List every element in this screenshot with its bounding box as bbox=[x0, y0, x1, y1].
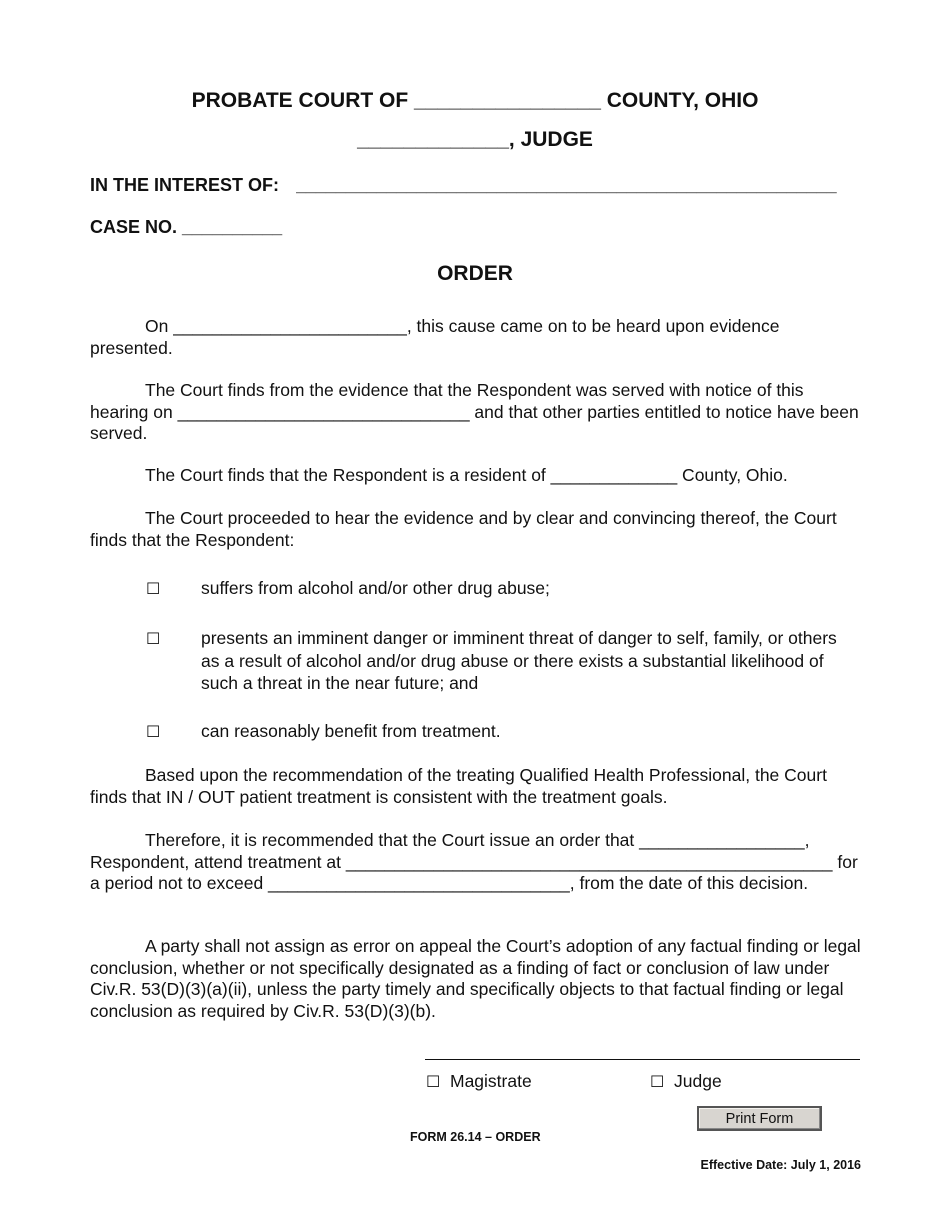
treatment-period-blank[interactable]: _______________________________ bbox=[268, 873, 570, 893]
case-number-line bbox=[90, 217, 282, 238]
judge-checkbox[interactable]: ☐ bbox=[650, 1072, 665, 1091]
court-prefix: PROBATE COURT OF bbox=[191, 89, 415, 112]
service-date-blank[interactable]: ______________________________ bbox=[177, 401, 470, 422]
finding-3-text: can reasonably benefit from treatment. bbox=[201, 721, 501, 741]
interest-blank[interactable]: ______________________________________________________ bbox=[296, 175, 837, 195]
case-label: CASE NO. bbox=[90, 217, 178, 237]
interest-of-field[interactable] bbox=[296, 175, 856, 196]
finding-1-text: suffers from alcohol and/or other drug abuse; bbox=[201, 578, 550, 598]
court-heading bbox=[0, 89, 950, 113]
findings-intro-paragraph: The Court proceeded to hear the evidence and by clear and convincing thereof, the Court finds that the Respondent: bbox=[90, 508, 837, 550]
residency-paragraph: The Court finds that the Respondent is a resident of _____________ County, Ohio. bbox=[145, 465, 788, 485]
treatment-facility-blank[interactable]: __________________________________________________ bbox=[345, 851, 833, 872]
print-form-button[interactable]: Print Form bbox=[697, 1106, 822, 1131]
judge-heading bbox=[0, 128, 950, 152]
effective-date: Effective Date: July 1, 2016 bbox=[700, 1158, 861, 1172]
case-number-blank[interactable]: __________ bbox=[182, 217, 283, 237]
court-suffix: COUNTY, OHIO bbox=[600, 89, 759, 112]
objection-notice-paragraph: A party shall not assign as error on appeal the Court’s adoption of any factual finding or legal conclusion, whether or not specifically designated as a finding of fact or conclusion of law under Civ.R. 53(D)(3)(a)(ii), unless the party timely and specifically objects to that factual finding or legal conclusion as required by Civ.R. 53(D)(3)(b). bbox=[90, 936, 861, 1021]
signature-line[interactable] bbox=[425, 1059, 860, 1060]
hearing-date-blank[interactable]: ________________________ bbox=[173, 316, 407, 336]
magistrate-label: Magistrate bbox=[450, 1071, 532, 1091]
order-title: ORDER bbox=[437, 262, 513, 285]
magistrate-checkbox[interactable]: ☐ bbox=[426, 1072, 441, 1091]
interest-of-line bbox=[90, 175, 279, 196]
judge-suffix: , JUDGE bbox=[508, 128, 593, 151]
judge-name-blank[interactable]: _____________ bbox=[357, 128, 509, 151]
finding-1-checkbox[interactable]: ☐ bbox=[146, 579, 161, 598]
judge-label: Judge bbox=[674, 1071, 722, 1091]
treatment-order-paragraph: Therefore, it is recommended that the Court issue an order that _________________, Respondent, attend treatment at __________________________________________________ for a period not to exceed _______________________________, from the date of this decision. bbox=[90, 830, 858, 893]
treatment-recommendation-paragraph: Based upon the recommendation of the treating Qualified Health Professional, the Court finds that IN / OUT patient treatment is consistent with the treatment goals. bbox=[90, 765, 827, 807]
finding-2-checkbox[interactable]: ☐ bbox=[146, 629, 161, 648]
respondent-name-blank[interactable]: _________________ bbox=[639, 830, 805, 850]
service-paragraph: The Court finds from the evidence that the Respondent was served with notice of this hearing on ______________________________ and that other parties entitled to notice have been served. bbox=[90, 380, 859, 443]
finding-2-text: presents an imminent danger or imminent threat of danger to self, family, or others as a result of alcohol and/or drug abuse or there exists a substantial likelihood of such a threat in the near future; and bbox=[201, 628, 837, 693]
residency-county-blank[interactable]: _____________ bbox=[550, 465, 678, 485]
county-blank[interactable]: ________________ bbox=[414, 89, 601, 112]
form-number: FORM 26.14 – ORDER bbox=[410, 1130, 541, 1144]
interest-label: IN THE INTEREST OF: bbox=[90, 175, 279, 195]
hearing-date-paragraph: On ________________________, this cause came on to be heard upon evidence presented. bbox=[90, 316, 780, 358]
finding-3-checkbox[interactable]: ☐ bbox=[146, 722, 161, 741]
